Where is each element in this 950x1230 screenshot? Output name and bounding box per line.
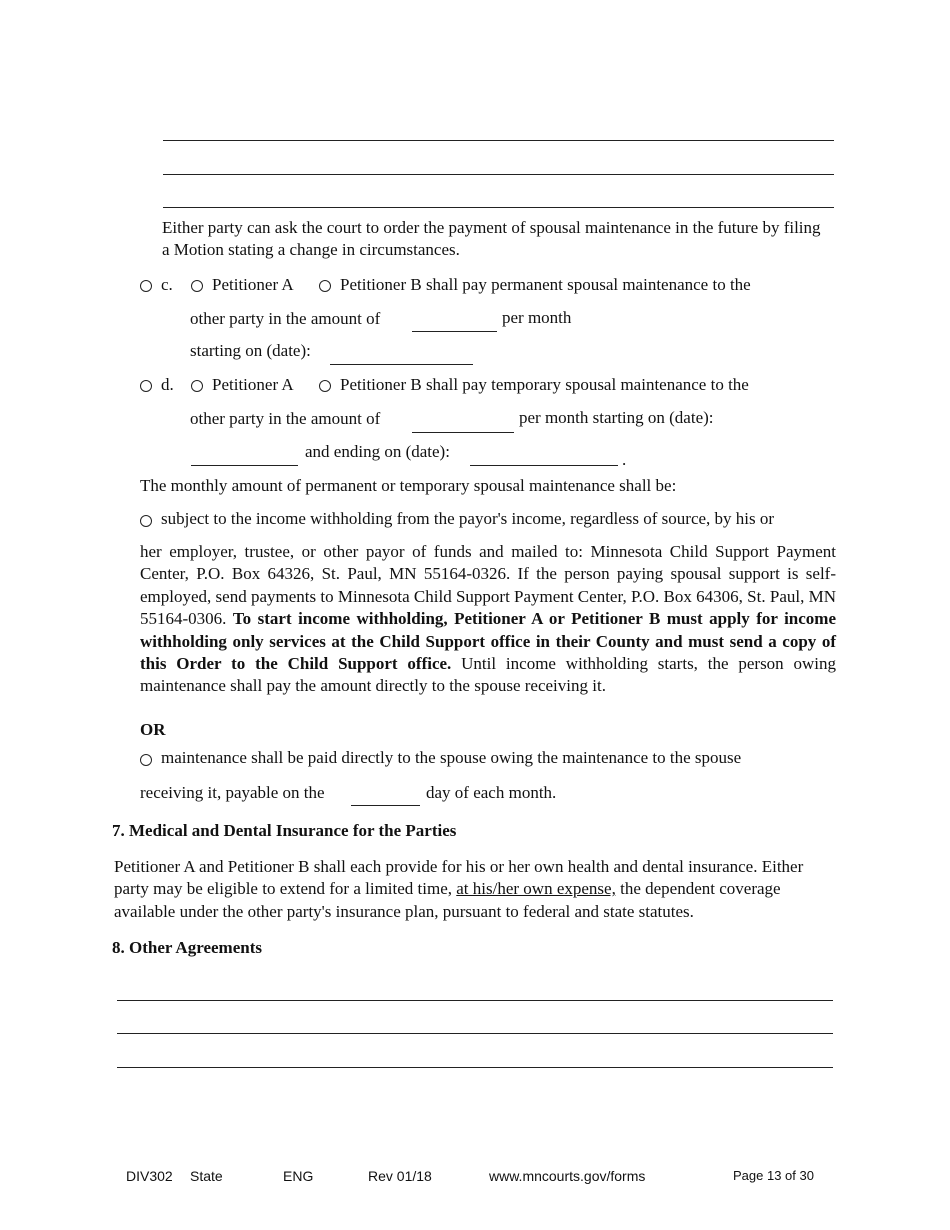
option-c-petitioner-b-radio[interactable]: [319, 280, 331, 292]
option-d-letter: d.: [161, 375, 174, 394]
withholding-body: [140, 541, 836, 698]
withholding-body-end: Until income withholding starts, the person owing maintenance shall pay the amount directly to the spouse receiving it.: [140, 654, 837, 696]
option-c-amount-label: other party in the amount of: [190, 309, 381, 328]
option-d-petitioner-b-text: Petitioner B shall pay temporary spousal maintenance to the: [340, 375, 749, 394]
withholding-first-line: subject to the income withholding from the payor's income, regardless of source, by his or: [161, 509, 775, 528]
section7-heading: 7. Medical and Dental Insurance for the Parties: [112, 821, 457, 840]
footer-form-id: DIV302: [126, 1168, 173, 1184]
section8-heading: 8. Other Agreements: [112, 938, 262, 957]
section7-text-after: the dependent coverage available under the other party's insurance plan, pursuant to federal and state statutes.: [114, 879, 781, 921]
or-label: OR: [140, 720, 166, 739]
withholding-radio[interactable]: [140, 515, 152, 527]
direct-payment-second-line-after: day of each month.: [426, 783, 557, 802]
option-c-letter: c.: [161, 275, 173, 294]
withholding-body-bold: To start income withholding, Petitioner A or Petitioner B must apply for income withholding only services at the Child Support office in their County and must send a copy of this Order to the Child Support office.: [140, 609, 837, 674]
option-d-start-date-field[interactable]: [191, 465, 298, 466]
option-d-amount-field[interactable]: [412, 432, 514, 433]
option-c-petitioner-a-radio[interactable]: [191, 280, 203, 292]
other-agreements-line-2[interactable]: [117, 1033, 833, 1034]
option-c-petitioner-a-label: Petitioner A: [212, 275, 294, 294]
future-motion-note: Either party can ask the court to order the payment of spousal maintenance in the future by filing a Motion stating a change in circumstances.: [162, 218, 821, 260]
section7-text-underlined: at his/her own expense,: [456, 879, 616, 899]
option-d-end-date-field[interactable]: [470, 465, 618, 466]
direct-payment-radio[interactable]: [140, 754, 152, 766]
writein-line-3[interactable]: [163, 207, 834, 208]
option-d-end-label: and ending on (date):: [305, 442, 450, 461]
option-d-radio[interactable]: [140, 380, 152, 392]
footer-url[interactable]: www.mncourts.gov/forms: [489, 1168, 646, 1184]
direct-payment-first-line: maintenance shall be paid directly to the spouse owing the maintenance to the spouse: [161, 748, 742, 767]
section7-text-before: Petitioner A and Petitioner B shall each provide for his or her own health and dental insurance. Either party may be eligible to extend for a limited time,: [114, 857, 804, 899]
monthly-amount-label: The monthly amount of permanent or temporary spousal maintenance shall be:: [140, 476, 677, 495]
direct-payment-second-line-before: receiving it, payable on the: [140, 783, 325, 802]
footer-state: State: [190, 1168, 223, 1184]
writein-line-1[interactable]: [163, 140, 834, 141]
withholding-body-plain: her employer, trustee, or other payor of funds and mailed to: Minnesota Child Support Payment Center, P.O. Box 64326, St. Paul, MN 55164-0326. If the person paying spousal support is self-employed, send payments to Minnesota Child Support Payment Center, P.O. Box 64306, St. Paul, MN 55164-0306.: [140, 542, 836, 629]
option-d-per-month-start: per month starting on (date):: [519, 408, 714, 427]
writein-line-2[interactable]: [163, 174, 834, 175]
footer-page: Page 13 of 30: [733, 1168, 814, 1183]
option-c-start-label: starting on (date):: [190, 341, 311, 360]
other-agreements-line-1[interactable]: [117, 1000, 833, 1001]
option-c-start-date-field[interactable]: [330, 364, 473, 365]
option-d-period: .: [622, 450, 627, 469]
option-c-amount-field[interactable]: [412, 331, 497, 332]
section7-text: [114, 856, 829, 923]
option-c-per-month: per month: [502, 308, 572, 327]
option-c-radio[interactable]: [140, 280, 152, 292]
option-d-petitioner-b-radio[interactable]: [319, 380, 331, 392]
footer-rev: Rev 01/18: [368, 1168, 432, 1184]
option-c-petitioner-b-text: Petitioner B shall pay permanent spousal maintenance to the: [340, 275, 751, 294]
option-d-petitioner-a-radio[interactable]: [191, 380, 203, 392]
footer-lang: ENG: [283, 1168, 314, 1184]
option-d-amount-label: other party in the amount of: [190, 409, 381, 428]
other-agreements-line-3[interactable]: [117, 1067, 833, 1068]
option-d-petitioner-a-label: Petitioner A: [212, 375, 294, 394]
payment-day-field[interactable]: [351, 805, 420, 806]
